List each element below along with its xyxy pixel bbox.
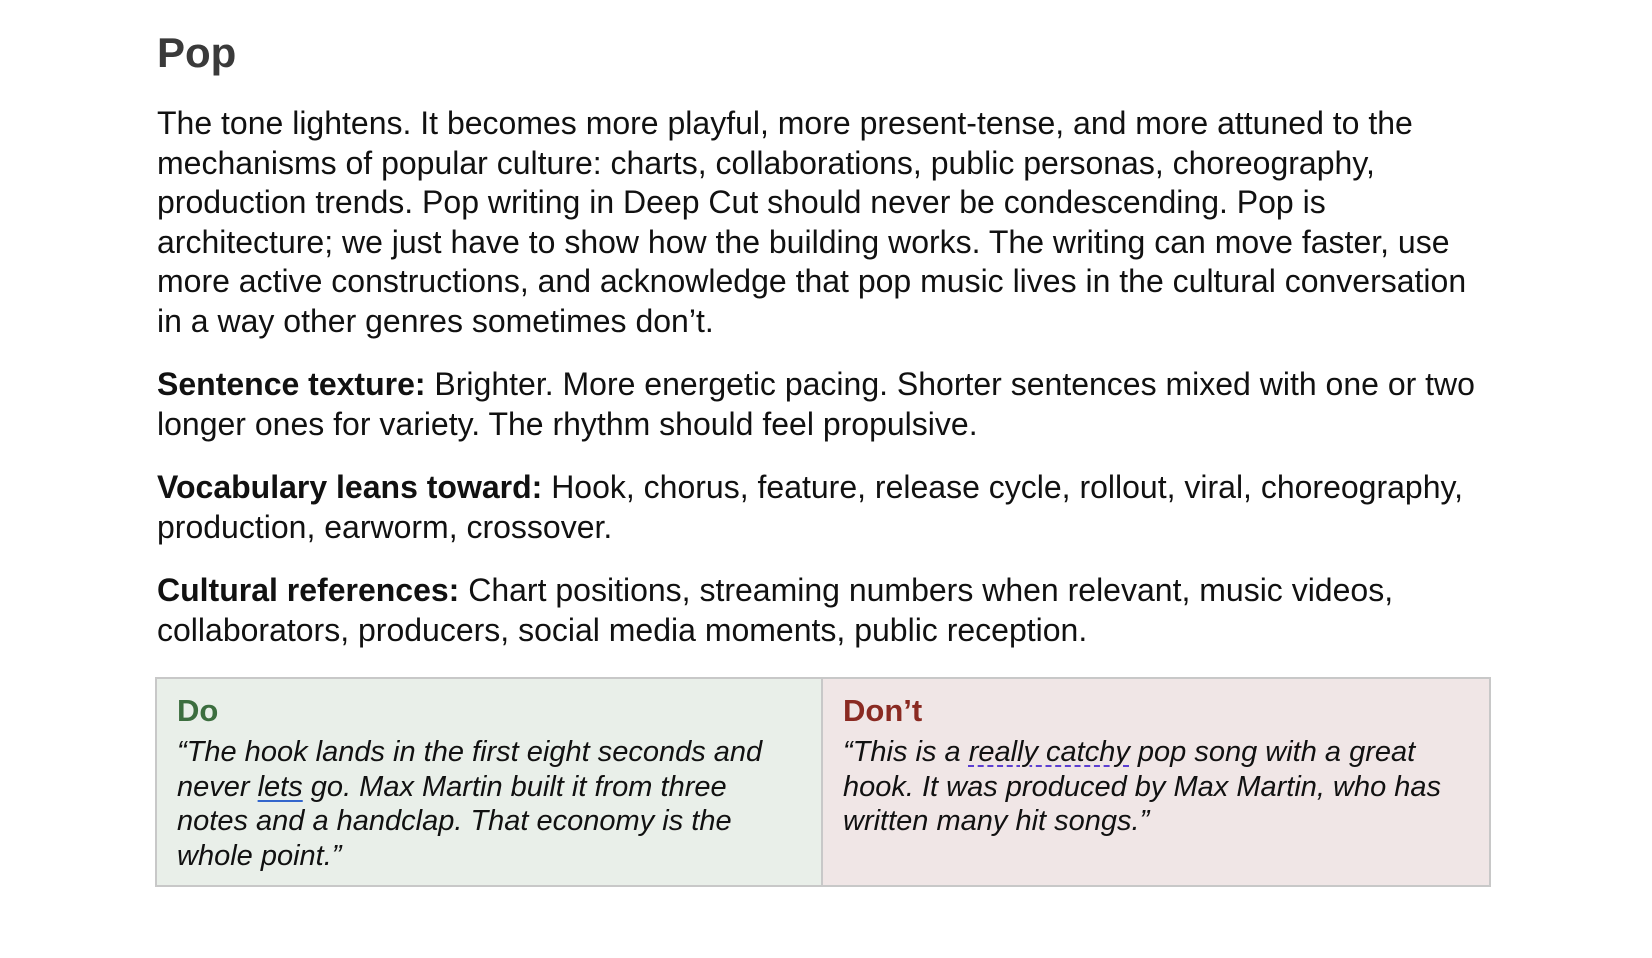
rule-cultural-references	[157, 571, 1487, 650]
quote-text: “This is a	[843, 736, 969, 768]
section-title: Pop	[157, 29, 237, 76]
rule-sentence-texture	[157, 365, 1487, 444]
quote-text: “The hook lands in the first eight seconds and never	[177, 736, 763, 803]
rule-vocabulary	[157, 468, 1487, 547]
rule-text: Chart positions, streaming numbers when relevant, music videos, collaborators, producers, social media moments, public reception.	[157, 572, 1394, 648]
rule-text: Brighter. More energetic pacing. Shorter sentences mixed with one or two longer ones for variety. The rhythm should feel propulsive.	[157, 366, 1475, 442]
grammar-flagged-word[interactable]: lets	[257, 770, 303, 803]
quote-text: go. Max Martin built it from three notes and a handclap. That economy is the whole point.”	[177, 770, 732, 872]
quote-text: pop song with a great hook. It was produced by Max Martin, who has written many hit songs.”	[843, 736, 1442, 837]
document-page	[157, 22, 1487, 650]
rule-label: Cultural references:	[157, 572, 460, 608]
do-example-cell	[157, 679, 823, 885]
style-flagged-phrase[interactable]: really catchy	[968, 736, 1130, 768]
dont-example-quote	[843, 735, 1469, 839]
dont-heading: Don’t	[843, 693, 923, 728]
rule-label: Vocabulary leans toward:	[157, 469, 543, 505]
do-heading: Do	[177, 693, 219, 728]
rule-text: Hook, chorus, feature, release cycle, rollout, viral, choreography, production, earworm, crossover.	[157, 469, 1464, 545]
intro-paragraph: The tone lightens. It becomes more playful, more present-tense, and more attuned to the mechanisms of popular culture: charts, collaborations, public personas, choreography, production trends. Pop writing in Deep Cut should never be condescending. Pop is architecture; we just have to show how the building works. The writing can move faster, use more active constructions, and acknowledge that pop music lives in the cultural conversation in a way other genres sometimes don’t.	[157, 105, 1467, 339]
do-dont-table	[155, 677, 1491, 887]
do-example-quote	[177, 735, 801, 873]
dont-example-cell	[823, 679, 1489, 885]
rule-label: Sentence texture:	[157, 366, 426, 402]
